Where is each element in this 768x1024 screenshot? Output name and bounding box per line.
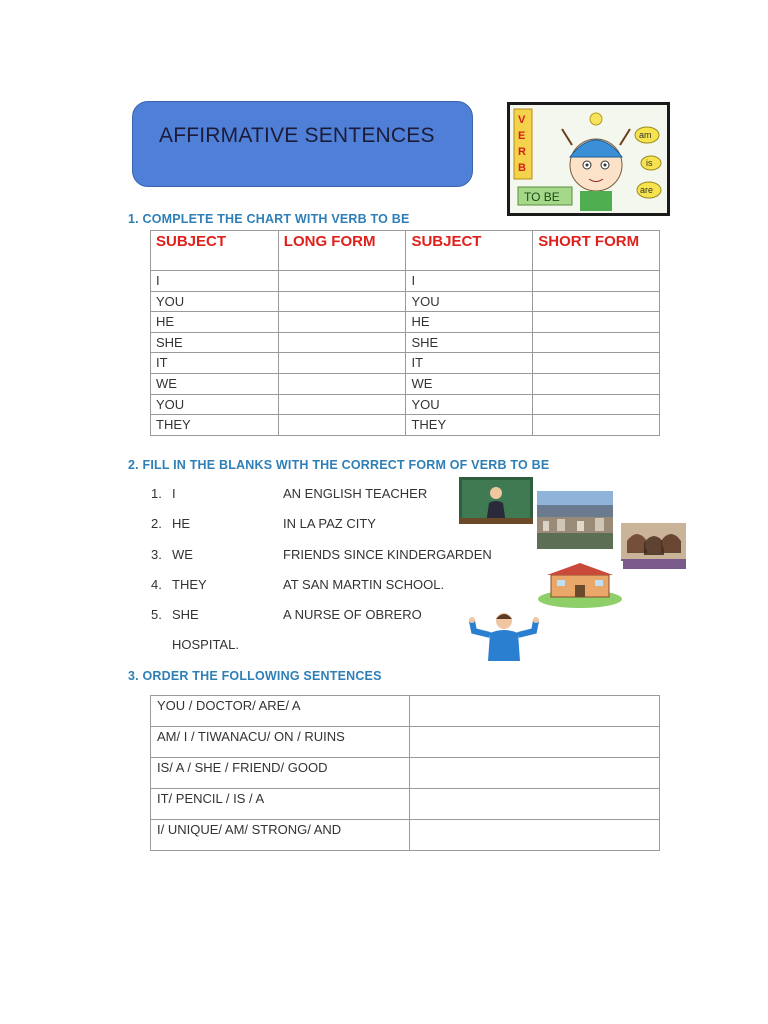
item-rest: A NURSE OF OBRERO [283, 607, 422, 622]
subject-cell: SHE [406, 332, 533, 353]
verb-letter-b: B [518, 162, 526, 174]
long-form-blank[interactable] [278, 271, 406, 292]
table-row [151, 415, 660, 436]
item-rest: AT SAN MARTIN SCHOOL. [283, 577, 445, 592]
subject-cell: IT [151, 353, 279, 374]
subject-cell: YOU [406, 394, 533, 415]
subject-cell: WE [406, 373, 533, 394]
item-rest: FRIENDS SINCE KINDERGARDEN [283, 547, 492, 562]
subject-cell: YOU [151, 394, 279, 415]
table-row [151, 394, 660, 415]
item-number: 4. [151, 577, 162, 592]
item-number: 2. [151, 516, 162, 531]
table-row [151, 820, 660, 851]
long-form-blank[interactable] [278, 394, 406, 415]
table-row [151, 696, 660, 727]
table-row [151, 789, 660, 820]
table-row [151, 727, 660, 758]
bubble-are: are [640, 185, 654, 195]
scrambled-sentence: I/ UNIQUE/ AM/ STRONG/ AND [151, 820, 410, 851]
item-rest: AN ENGLISH TEACHER [283, 486, 428, 501]
table-row [151, 271, 660, 292]
subject-cell: HE [151, 312, 279, 333]
bubble-is: is [646, 158, 653, 168]
subject-cell: SHE [151, 332, 279, 353]
table-row [151, 332, 660, 353]
subject-cell: YOU [151, 291, 279, 312]
short-form-blank[interactable] [533, 415, 660, 436]
answer-blank[interactable] [409, 758, 659, 789]
table-row [151, 312, 660, 333]
item-subject: HE [172, 516, 191, 531]
short-form-blank[interactable] [533, 353, 660, 374]
long-form-blank[interactable] [278, 373, 406, 394]
item-subject: I [172, 486, 176, 501]
subject-cell: THEY [151, 415, 279, 436]
order-sentences-table [150, 695, 660, 851]
section3-heading: 3. ORDER THE FOLLOWING SENTENCES [128, 669, 382, 683]
subject-cell: I [406, 271, 533, 292]
table-row [151, 291, 660, 312]
nurse-image [468, 609, 540, 661]
verb-letter-e: E [518, 130, 526, 142]
table-row [151, 373, 660, 394]
long-form-blank[interactable] [278, 312, 406, 333]
long-form-blank[interactable] [278, 291, 406, 312]
answer-blank[interactable] [409, 789, 659, 820]
subject-cell: WE [151, 373, 279, 394]
short-form-blank[interactable] [533, 312, 660, 333]
la-paz-city-image [537, 491, 613, 549]
item-subject: THEY [172, 577, 207, 592]
scrambled-sentence: IT/ PENCIL / IS / A [151, 789, 410, 820]
subject-cell: THEY [406, 415, 533, 436]
table-row [151, 353, 660, 374]
long-form-blank[interactable] [278, 353, 406, 374]
short-form-blank[interactable] [533, 271, 660, 292]
short-form-blank[interactable] [533, 291, 660, 312]
scrambled-sentence: IS/ A / SHE / FRIEND/ GOOD [151, 758, 410, 789]
header-long-form: LONG FORM [278, 231, 406, 271]
subject-cell: HE [406, 312, 533, 333]
school-image [537, 561, 623, 608]
answer-blank[interactable] [409, 727, 659, 758]
cartoon-boy-image [510, 105, 667, 213]
header-short-form: SHORT FORM [533, 231, 660, 271]
verb-letter-r: R [518, 146, 526, 158]
long-form-blank[interactable] [278, 415, 406, 436]
to-be-label: TO BE [524, 190, 560, 204]
item-continuation: HOSPITAL. [172, 637, 239, 652]
teacher-image [459, 477, 533, 524]
verb-chart-table [150, 230, 660, 436]
item-subject: WE [172, 547, 193, 562]
header-subject-1: SUBJECT [151, 231, 279, 271]
short-form-blank[interactable] [533, 332, 660, 353]
item-number: 5. [151, 607, 162, 622]
section1-heading: 1. COMPLETE THE CHART WITH VERB TO BE [128, 212, 410, 226]
table-row [151, 758, 660, 789]
section2-heading: 2. FILL IN THE BLANKS WITH THE CORRECT FORM OF VERB TO BE [128, 458, 550, 472]
bubble-am: am [639, 130, 652, 140]
verb-to-be-illustration [507, 102, 670, 216]
friends-image [621, 523, 686, 569]
item-number: 1. [151, 486, 162, 501]
scrambled-sentence: AM/ I / TIWANACU/ ON / RUINS [151, 727, 410, 758]
verb-letter-v: V [518, 114, 526, 126]
subject-cell: I [151, 271, 279, 292]
item-rest: IN LA PAZ CITY [283, 516, 376, 531]
page-title: AFFIRMATIVE SENTENCES [159, 124, 435, 147]
chart-header-row [151, 231, 660, 271]
answer-blank[interactable] [409, 820, 659, 851]
header-subject-2: SUBJECT [406, 231, 533, 271]
answer-blank[interactable] [409, 696, 659, 727]
long-form-blank[interactable] [278, 332, 406, 353]
item-subject: SHE [172, 607, 199, 622]
short-form-blank[interactable] [533, 394, 660, 415]
scrambled-sentence: YOU / DOCTOR/ ARE/ A [151, 696, 410, 727]
subject-cell: YOU [406, 291, 533, 312]
item-number: 3. [151, 547, 162, 562]
subject-cell: IT [406, 353, 533, 374]
short-form-blank[interactable] [533, 373, 660, 394]
